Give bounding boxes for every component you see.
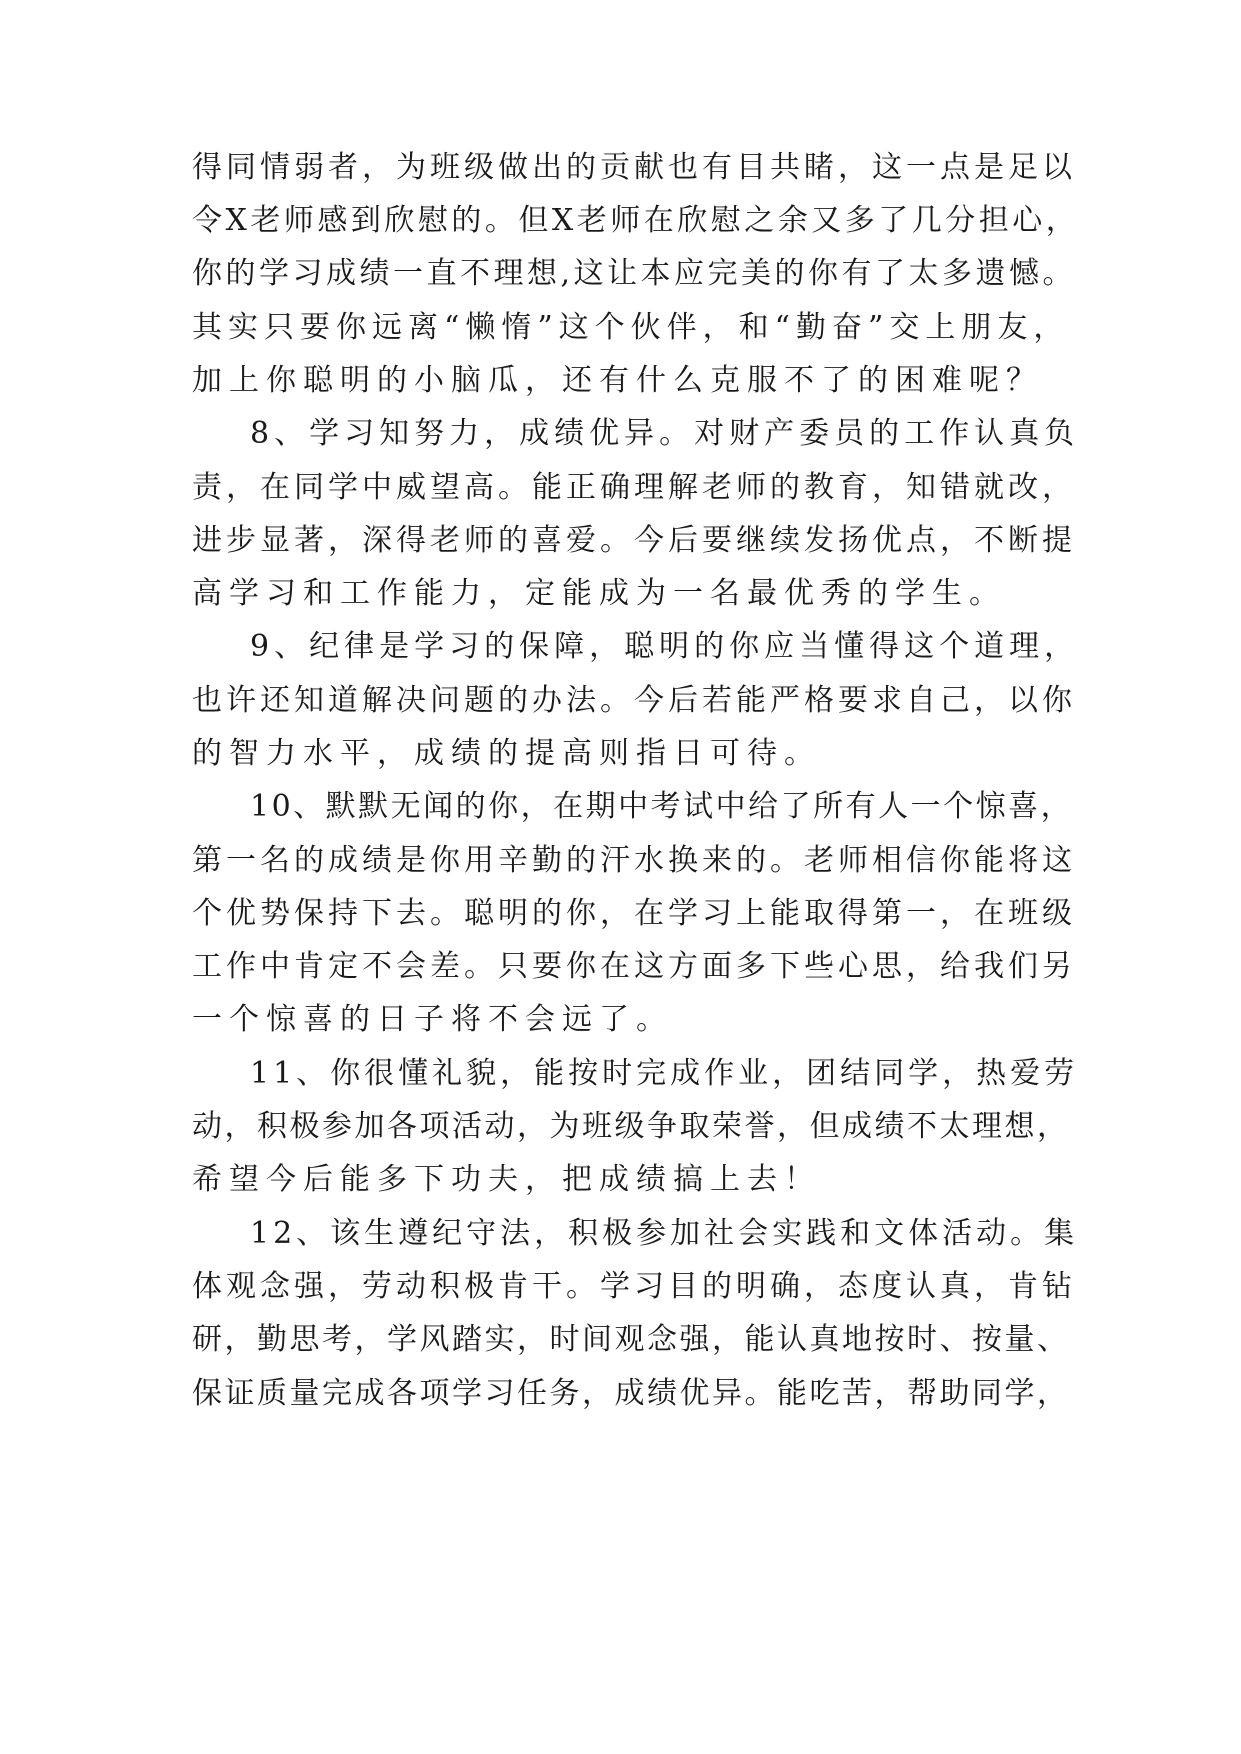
text-line: 工作中肯定不会差。只要你在这方面多下些心思，给我们另: [192, 949, 1076, 984]
text-line: 个优势保持下去。聪明的你，在学习上能取得第一，在班级: [192, 896, 1076, 931]
paragraph-8-first-line: 8、学习知努力，成绩优异。对财产委员的工作认真负: [250, 416, 1080, 451]
text-line: 得同情弱者，为班级做出的贡献也有目共睹，这一点是足以: [192, 150, 1076, 185]
text-line: 第一名的成绩是你用辛勤的汗水换来的。老师相信你能将这: [192, 843, 1076, 878]
text-line: 也许还知道解决问题的办法。今后若能严格要求自己，以你: [192, 683, 1076, 718]
text-line: 的智力水平，成绩的提高则指日可待。: [192, 736, 821, 771]
paragraph-9-first-line: 9、纪律是学习的保障，聪明的你应当懂得这个道理，: [250, 629, 1080, 664]
paragraph-12-first-line: 12、该生遵纪守法，积极参加社会实践和文体活动。集: [250, 1216, 1079, 1251]
text-line: 令X老师感到欣慰的。但X老师在欣慰之余又多了几分担心，: [192, 203, 1080, 238]
text-line: 其实只要你远离“懒惰”这个伙伴，和“勤奋”交上朋友，: [192, 310, 1070, 345]
paragraph-11-first-line: 11、你很懂礼貌，能按时完成作业，团结同学，热爱劳: [250, 1056, 1079, 1091]
text-line: 研，勤思考，学风踏实，时间观念强，能认真地按时、按量、: [192, 1322, 1070, 1357]
text-line: 体观念强，劳动积极肯干。学习目的明确，态度认真，肯钻: [192, 1269, 1076, 1304]
text-line: 动，积极参加各项活动，为班级争取荣誉，但成绩不太理想，: [192, 1109, 1070, 1144]
text-line: 责，在同学中威望高。能正确理解老师的教育，知错就改，: [192, 470, 1076, 505]
text-line: 你的学习成绩一直不理想,这让本应完美的你有了太多遗憾。: [192, 256, 1077, 291]
paragraph-10-first-line: 10、默默无闻的你，在期中考试中给了所有人一个惊喜，: [250, 789, 1074, 824]
text-line: 希望今后能多下功夫，把成绩搞上去！: [192, 1162, 821, 1197]
text-line: 一个惊喜的日子将不会远了。: [192, 1002, 673, 1037]
text-line: 保证质量完成各项学习任务，成绩优异。能吃苦，帮助同学，: [192, 1376, 1070, 1411]
text-line: 加上你聪明的小脑瓜，还有什么克服不了的困难呢？: [192, 363, 1043, 398]
text-line: 进步显著，深得老师的喜爱。今后要继续发扬优点，不断提: [192, 523, 1076, 558]
text-line: 高学习和工作能力，定能成为一名最优秀的学生。: [192, 576, 1006, 611]
